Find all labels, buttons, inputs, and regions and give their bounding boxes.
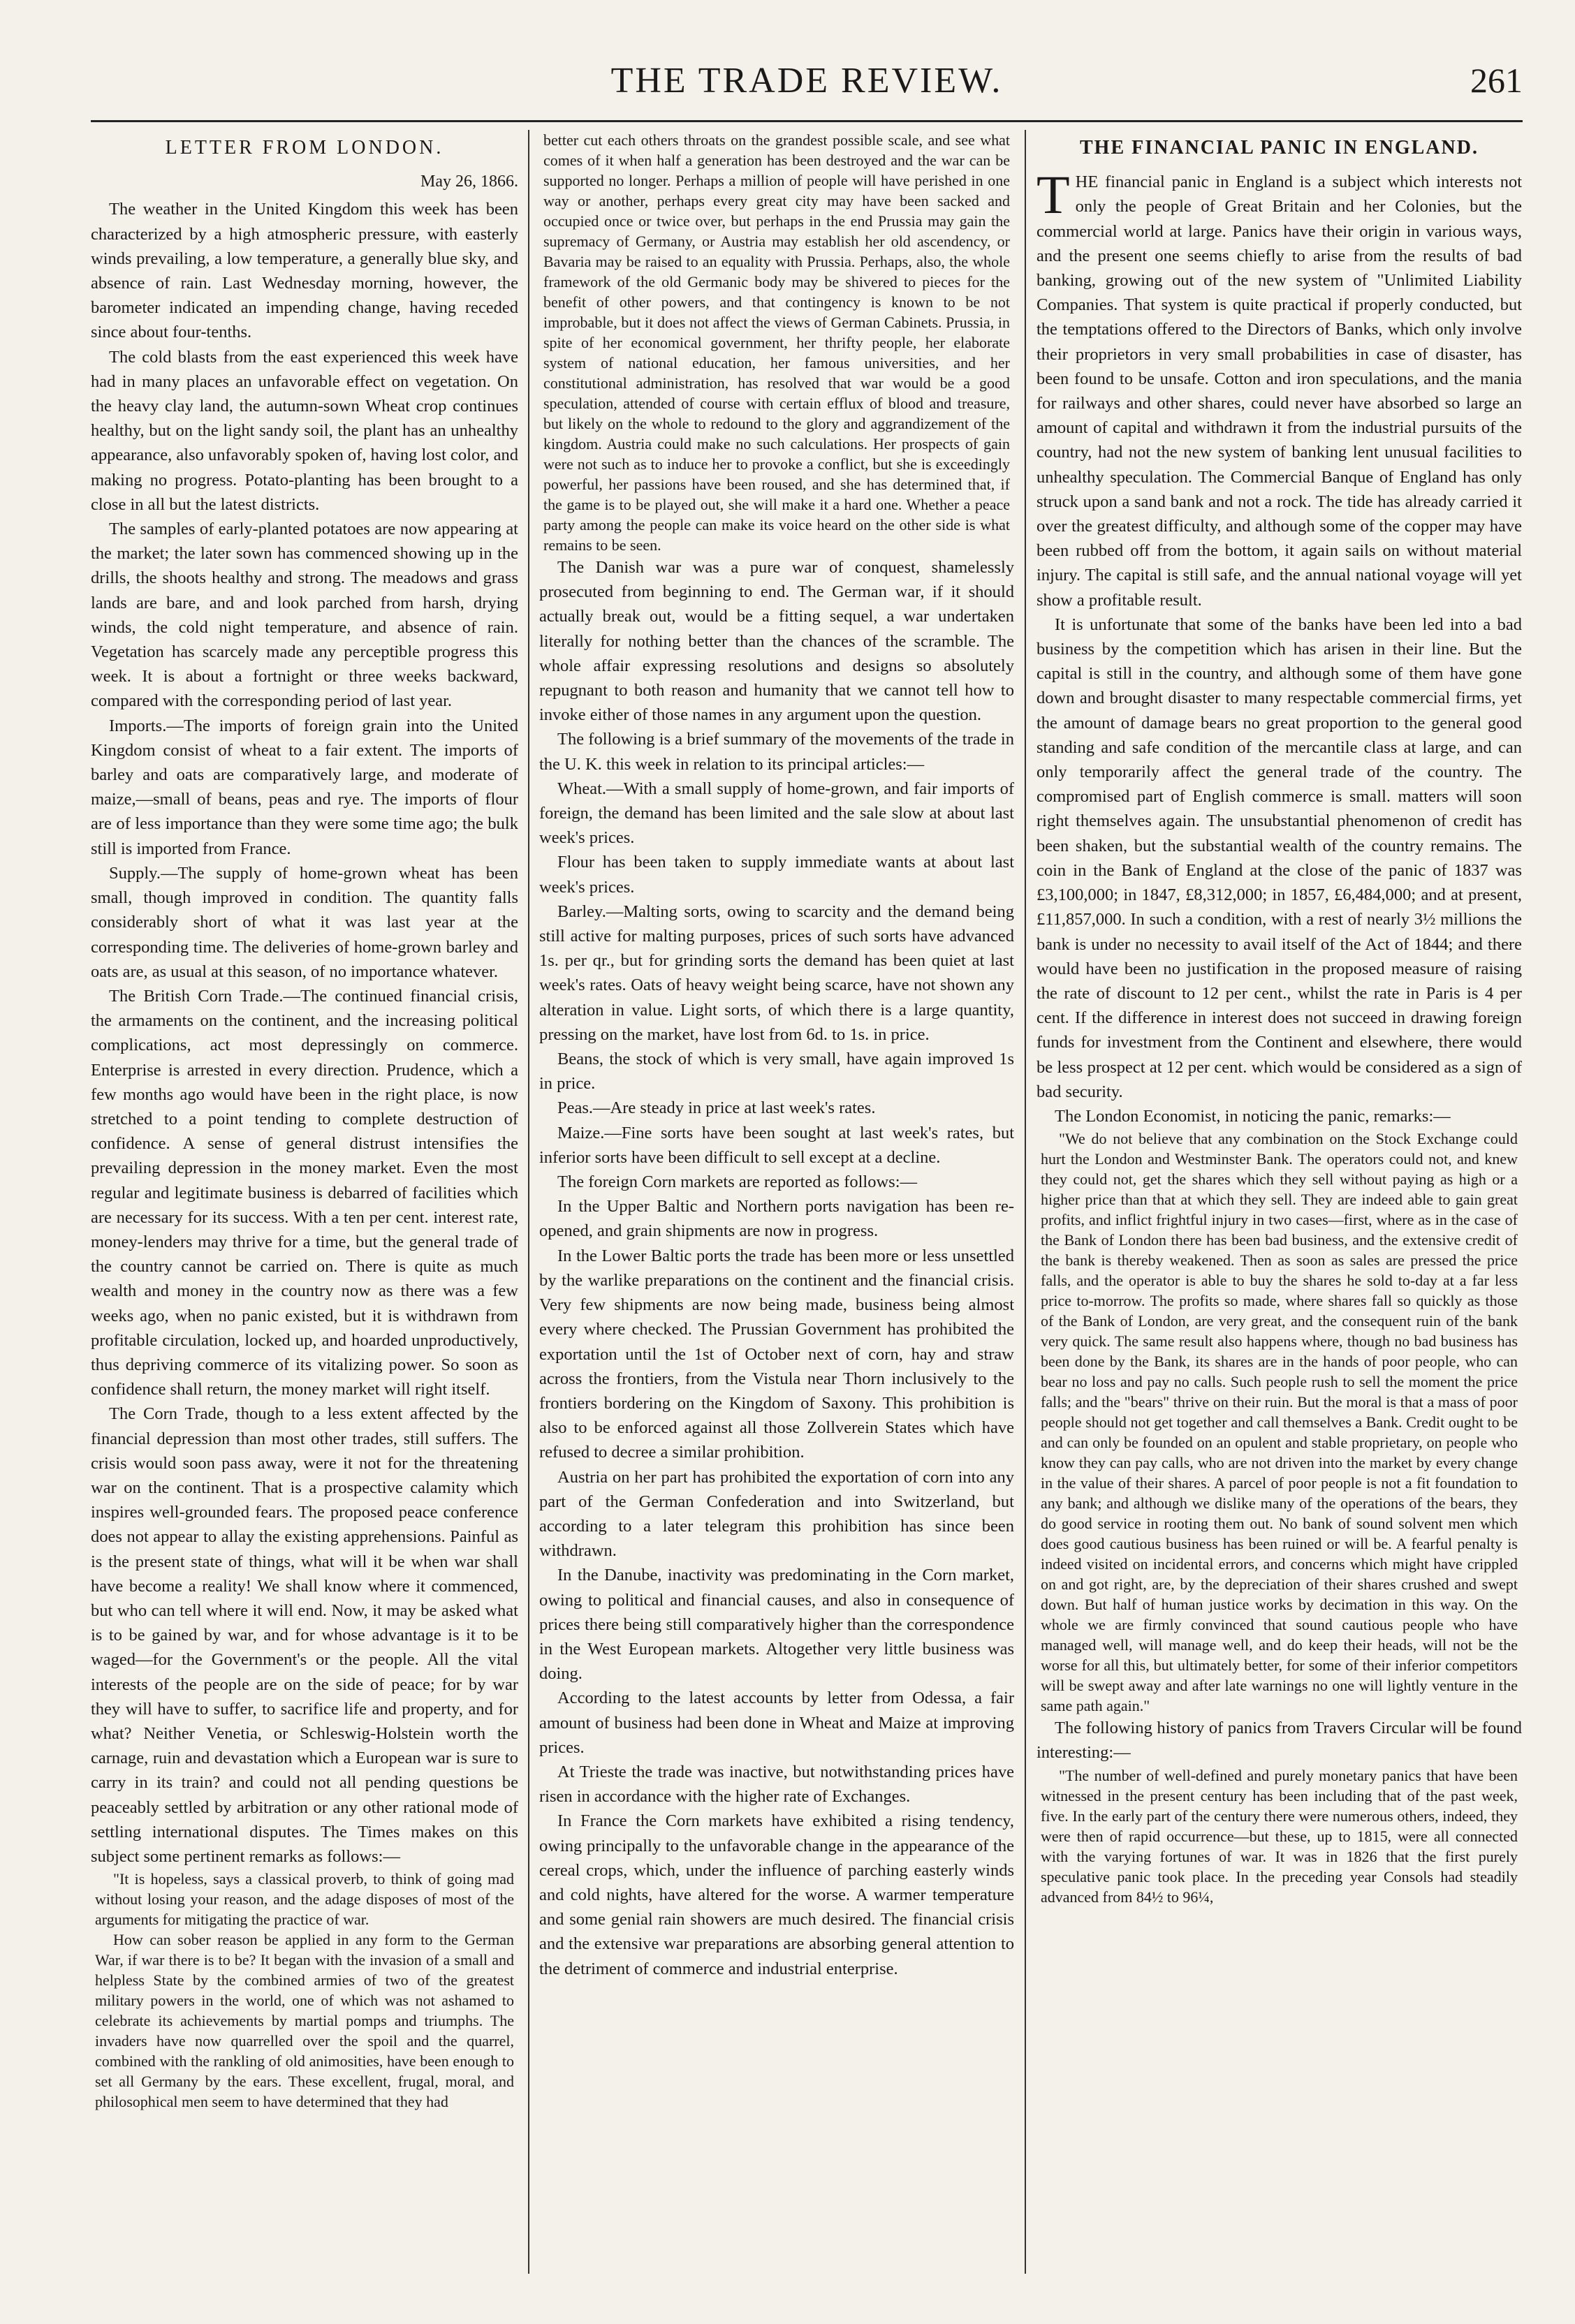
block-quote: How can sober reason be applied in any form to the German War, if war there is to be? It began with the invasion of a small and helpless State by the combined armies of two of the greatest military powers in the world, one of which was not ashamed to celebrate its achievements by martial pomps and triumphs. The invaders have now quarrelled over the spoil and the quarrel, combined with the rankling of old animosities, have been enough to set all Germany by the ears. These excellent, frugal, moral, and philosophical men seem to have determined that they had (95, 1931, 514, 2111)
dateline: May 26, 1866. (420, 172, 518, 191)
paragraph: Beans, the stock of which is very small, have again improved 1s in price. (539, 1050, 1014, 1094)
column-middle (539, 130, 1014, 2288)
block-quote: "The number of well-defined and purely monetary panics that have been witnessed in the present century has been including that of the past week, five. In the early part of the century there were numerous others, indeed, they were then of rapid occurrence—but these, up to 1815, were all connected with the varying fortunes of war. It was in 1826 that the first purely speculative panic took place. In the preceding year Consols had steadily advanced from 84½ to 96¼, (1041, 1766, 1518, 1906)
paragraph: At Trieste the trade was inactive, but notwithstanding prices have risen in accordance with the higher rate of Exchanges. (539, 1762, 1014, 1807)
page-number: 261 (1470, 61, 1523, 100)
paragraph: Supply.—The supply of home-grown wheat has been small, though improved in condition. The quantity falls considerably short of what it was last year at the corresponding time. The deliveries of home-grown barley and oats are, as usual at this season, of no importance whatever. (91, 863, 518, 981)
paragraph: In the Danube, inactivity was predominating in the Corn market, owing to political and financial causes, and also in consequence of prices there being still comparatively higher than the correspondence in the West European markets. Altogether very little business was doing. (539, 1566, 1014, 1684)
lead-text: HE financial panic in England is a subject which interests not only the people of Great Britain and her Colonies, but the commercial world at large. Panics have their origin in various ways, and the present one seems chiefly to arise from the results of bad banking, growing out of the new system of "Unlimited Liability Companies. That system is quite practical if properly conducted, but the temptations offered to the Directors of Banks, which only involve their proprietors in very small probabilities in case of disaster, has been found to be unsafe. Cotton and iron speculations, and the mania for railways and other shares, could never have absorbed so large an amount of capital and withdrawn it from the industrial pursuits of the country, had not the new system of banking lent unusual facilities to unhealthy speculation. The Commercial Banque of England has only struck upon a sand bank and not a rock. The tide has already carried it over the greatest difficulty, and although some of the copper may have been rubbed off from the bottom, it again sails on without material injury. The capital is still safe, and the annual national voyage will yet show a profitable result. (1036, 172, 1522, 610)
paragraph: The London Economist, in noticing the panic, remarks:— (1055, 1106, 1451, 1126)
column-right (1036, 130, 1522, 2288)
paragraph: The British Corn Trade.—The continued financial crisis, the armaments on the continent, and the increasing political complications, act most depressingly on commerce. Enterprise is arrested in every direction. Prudence, which a few months ago would have been in the right place, is now stretched to a point tending to complete destruction of confidence. A sense of general distrust intensifies the prevailing depression in the money market. Even the most regular and legitimate business is debarred of facilities which are necessary for its success. With a ten per cent. interest rate, money-lenders may thrive for a time, but the general trade of the country cannot be carried on. There is quite as much wealth and money in the country now as there was a few weeks ago, when no panic existed, but it is withdrawn from profitable circulation, locked up, and hoarded unproductively, thus depriving commerce of its vitalizing power. So soon as confidence shall return, the money market will right itself. (91, 986, 518, 1399)
column-divider (528, 130, 529, 2274)
paragraph: Maize.—Fine sorts have been sought at last week's rates, but inferior sorts have been difficult to sell except at a decline. (539, 1123, 1014, 1167)
drop-cap: T (1036, 164, 1070, 226)
block-quote: better cut each others throats on the grandest possible scale, and see what comes of it when half a generation has been destroyed and the war can be supported no longer. Perhaps a million of people will have perished in one way or another, perhaps every great city may have been sacked and occupied once or twice over, but perhaps in the end Prussia may gain the supremacy of Germany, or Austria may establish her old ascendency, or Bavaria may be raised to an equality with Prussia. Perhaps, also, the whole framework of the old Germanic body may be shivered to pieces for the benefit of other powers, and that contingency is known to be not improbable, but it does not affect the views of German Cabinets. Prussia, in spite of her economical government, her thrifty people, her elaborate system of national education, her famous universities, and her constitutional administration, has resolved that war would be a good speculation, attended of course with certain efflux of blood and treasure, but likely on the whole to redound to the glory and aggrandizement of the kingdom. Austria could make no such calculations. Her prospects of gain were not such as to induce her to provoke a conflict, but she is exceedingly powerful, her passions have been roused, and she has determined that, if the game is to be played out, she will make it a hard one. Whether a peace party among the people can make its voice heard on the other side is what remains to be seen. (543, 131, 1010, 554)
paragraph: In the Lower Baltic ports the trade has been more or less unsettled by the warlike preparations on the continent and the financial crisis. Very few shipments are now being made, business being almost every where checked. The Prussian Government has prohibited the exportation until the 1st of October next of corn, hay and straw across the frontiers, from the Vistula near Thorn inclusively to the frontiers bordering on the Kingdom of Saxony. This prohibition is also to be enforced against all those Zollverein States which have refused to decree a similar prohibition. (539, 1246, 1014, 1462)
article-title: LETTER FROM LONDON. (165, 137, 444, 159)
newspaper-title: THE TRADE REVIEW. (610, 61, 1003, 101)
header-rule (91, 120, 1523, 122)
lead-paragraph (1036, 164, 1522, 612)
paragraph: Barley.—Malting sorts, owing to scarcity and the demand being still active for malting purposes, prices of such sorts have advanced 1s. per qr., but for grinding sorts the demand has been quiet at last week's rates. Oats of heavy weight being scarce, have not shown any alteration in value. Light sorts, of which there is a large quantity, pressing on the market, have lost from 6d. to 1s. in price. (539, 902, 1014, 1044)
article-title: THE FINANCIAL PANIC IN ENGLAND. (1080, 137, 1479, 159)
paragraph: According to the latest accounts by letter from Odessa, a fair amount of business had been done in Wheat and Maize at improving prices. (539, 1689, 1014, 1757)
block-quote: "We do not believe that any combination on the Stock Exchange could hurt the London and Westminster Bank. The operators could not, and knew they could not, get the shares which they sell without paying as high or a higher price than that at which they sell. They are indeed able to gain great profits, and inflict frightful injury in two cases—first, where as in the case of the Bank of London there has been bad business, and the extensive credit of the bank is thereby weakened. Then as soon as sales are pressed the price falls, and the operator is able to buy the shares he sold to-day at a far less price to-morrow. The profits so made, where shares fall so quickly as those of the Bank of London, are very great, and the consequent ruin of the bank very quick. The same result also happens where, though no bad business has been done by the Bank, its shares are in the hands of poor people, who can bear no loss and pay no calls. Such people rush to sell the moment the price falls; and the "bears" thrive on their ruin. But the moral is that a mass of poor people should not get together and call themselves a Bank. Credit ought to be and can only be founded on an opulent and stable proprietary, on people who know they can pay calls, who are not driven into the market by every change in the value of their shares. A parcel of poor people is not a fit foundation to any bank; and although we dislike many of the operations of the bears, they do good service in rooting them out. No bank of sound solvent men which does good cautious business has been ruined or will be. A fearful penalty is indeed visited on incidental errors, and concerns which might have crippled on and got right, are, by the depreciation of their shares crushed and swept down. But half of human justice works by decimation in this way. On the whole we are firmly convinced that sound cautious people who have managed well, will manage well, and do keep their heads, will not be the worse for all this, but ultimately better, for some of their inferior competitors will be swept away and after late warnings no one will lightly venture in the same path again." (1041, 1130, 1518, 1715)
block-quote: "It is hopeless, says a classical proverb, to think of going mad without losing your reason, and the adage disposes of most of the arguments for mitigating the practice of war. (95, 1870, 514, 1929)
paragraph: Imports.—The imports of foreign grain into the United Kingdom consist of wheat to a fair extent. The imports of barley and oats are comparatively large, and moderate of maize,—small of beans, peas and rye. The imports of flour are of less importance than they were some time ago; the bulk still is imported from France. (91, 716, 518, 858)
paragraph: In the Upper Baltic and Northern ports navigation has been re-opened, and grain shipments are now in progress. (539, 1197, 1014, 1241)
paragraph: The Corn Trade, though to a less extent affected by the financial depression than most other trades, still suffers. The crisis would soon pass away, were it not for the threatening war on the continent. That is a prospective calamity which inspires well-grounded fears. The proposed peace conference does not appear to allay the existing apprehensions. Painful as is the present state of things, what will it be when war shall have become a reality! We shall know where it commenced, but who can tell where it will end. Now, it may be asked what is to be gained by war, and for whose advantage is it to be waged—for the Government's or the people. All the vital interests of the people are on the side of peace; for by war they will have to suffer, to sacrifice life and property, and for what? Neither Venetia, or Schleswig-Holstein worth the carnage, ruin and devastation which a European war is sure to carry in its train? and could not all pending questions be peaceably settled by arbitration or any other rational mode of settling international disputes. The Times makes on this subject some pertinent remarks as follows:— (91, 1404, 518, 1867)
paragraph: In France the Corn markets have exhibited a rising tendency, owing principally to the unfavorable change in the appearance of the cereal crops, which, under the influence of parching easterly winds and cold nights, have altered for the worse. A warmer temperature and some genial rain showers are much desired. The financial crisis and the extensive war preparations are absorbing general attention to the detriment of commerce and industrial enterprise. (539, 1811, 1014, 1978)
paragraph: The weather in the United Kingdom this week has been characterized by a high atmospheric pressure, with easterly winds prevailing, a low temperature, a generally blue sky, and absence of rain. Last Wednesday morning, however, the barometer indicated an impending change, having receded since about four-tenths. (91, 200, 518, 342)
paragraph: It is unfortunate that some of the banks have been led into a bad business by the competition which has arisen in their line. But the capital is still in the country, and although some of them have gone down and brought disaster to many respectable commercial firms, yet the amount of damage bears no great proportion to the general good standing and safe condition of the mercantile class at large, and can only temporarily affect the general trade of the country. The compromised part of English commerce is small. matters will soon right themselves again. The unsubstantial phenomenon of credit has been shaken, but the substantial wealth of the country remains. The coin in the Bank of England at the close of the panic of 1837 was £3,100,000; in 1847, £8,312,000; in 1857, £6,484,000; and at present, £11,857,000. In such a condition, with a rest of nearly 3½ millions the bank is under no necessity to avail itself of the Act of 1844; and there would have been no justification in the proposed measure of raising the rate of discount to 12 per cent., whilst the rate in Paris is 4 per cent. If the difference in interest does not succeed in drawing foreign funds for investment from the Continent and elsewhere, there would be less prospect at 12 per cent. which would be considered as a sign of bad security. (1036, 615, 1522, 1101)
paragraph: The cold blasts from the east experienced this week have had in many places an unfavorable effect on vegetation. On the heavy clay land, the autumn-sown Wheat crop continues healthy, but on the light sandy soil, the plant has an unhealthy appearance, also unfavorably spoken of, having lost color, and making no progress. Potato-planting has been brought to a close in all but the latest districts. (91, 347, 518, 514)
paragraph: The Danish war was a pure war of conquest, shamelessly prosecuted from beginning to end. The German war, if it should actually break out, would be a fitting sequel, a war undertaken literally for nothing better than the chances of the scramble. The whole affair expressing resolutions and designs so absolutely repugnant to both reason and humanity that we cannot tell how to invoke either of those names in any argument upon the question. (539, 558, 1014, 725)
paragraph: The following is a brief summary of the movements of the trade in the U. K. this week in relation to its principal articles:— (539, 730, 1014, 774)
paragraph: The samples of early-planted potatoes are now appearing at the market; the later sown has commenced showing up in the drills, the shoots healthy and strong. The meadows and grass lands are bare, and and look parched from harsh, drying winds, the cold night temperature, and absence of rain. Vegetation has scarcely made any perceptible progress this week. It is about a fortnight or three weeks backward, compared with the corresponding period of last year. (91, 520, 518, 711)
column-left (91, 130, 518, 2288)
column-divider (1025, 130, 1026, 2274)
paragraph: Flour has been taken to supply immediate wants at about last week's prices. (539, 853, 1014, 897)
paragraph: The following history of panics from Travers Circular will be found interesting:— (1036, 1719, 1522, 1763)
paragraph: Peas.—Are steady in price at last week's rates. (557, 1098, 876, 1118)
paragraph: The foreign Corn markets are reported as follows:— (557, 1172, 918, 1192)
paragraph: Austria on her part has prohibited the exportation of corn into any part of the German Confederation and into Switzerland, but according to a later telegram this prohibition has since been withdrawn. (539, 1467, 1014, 1561)
paragraph: Wheat.—With a small supply of home-grown, and fair imports of foreign, the demand has been limited and the sale slow at about last week's prices. (539, 779, 1014, 848)
masthead (91, 53, 1523, 109)
